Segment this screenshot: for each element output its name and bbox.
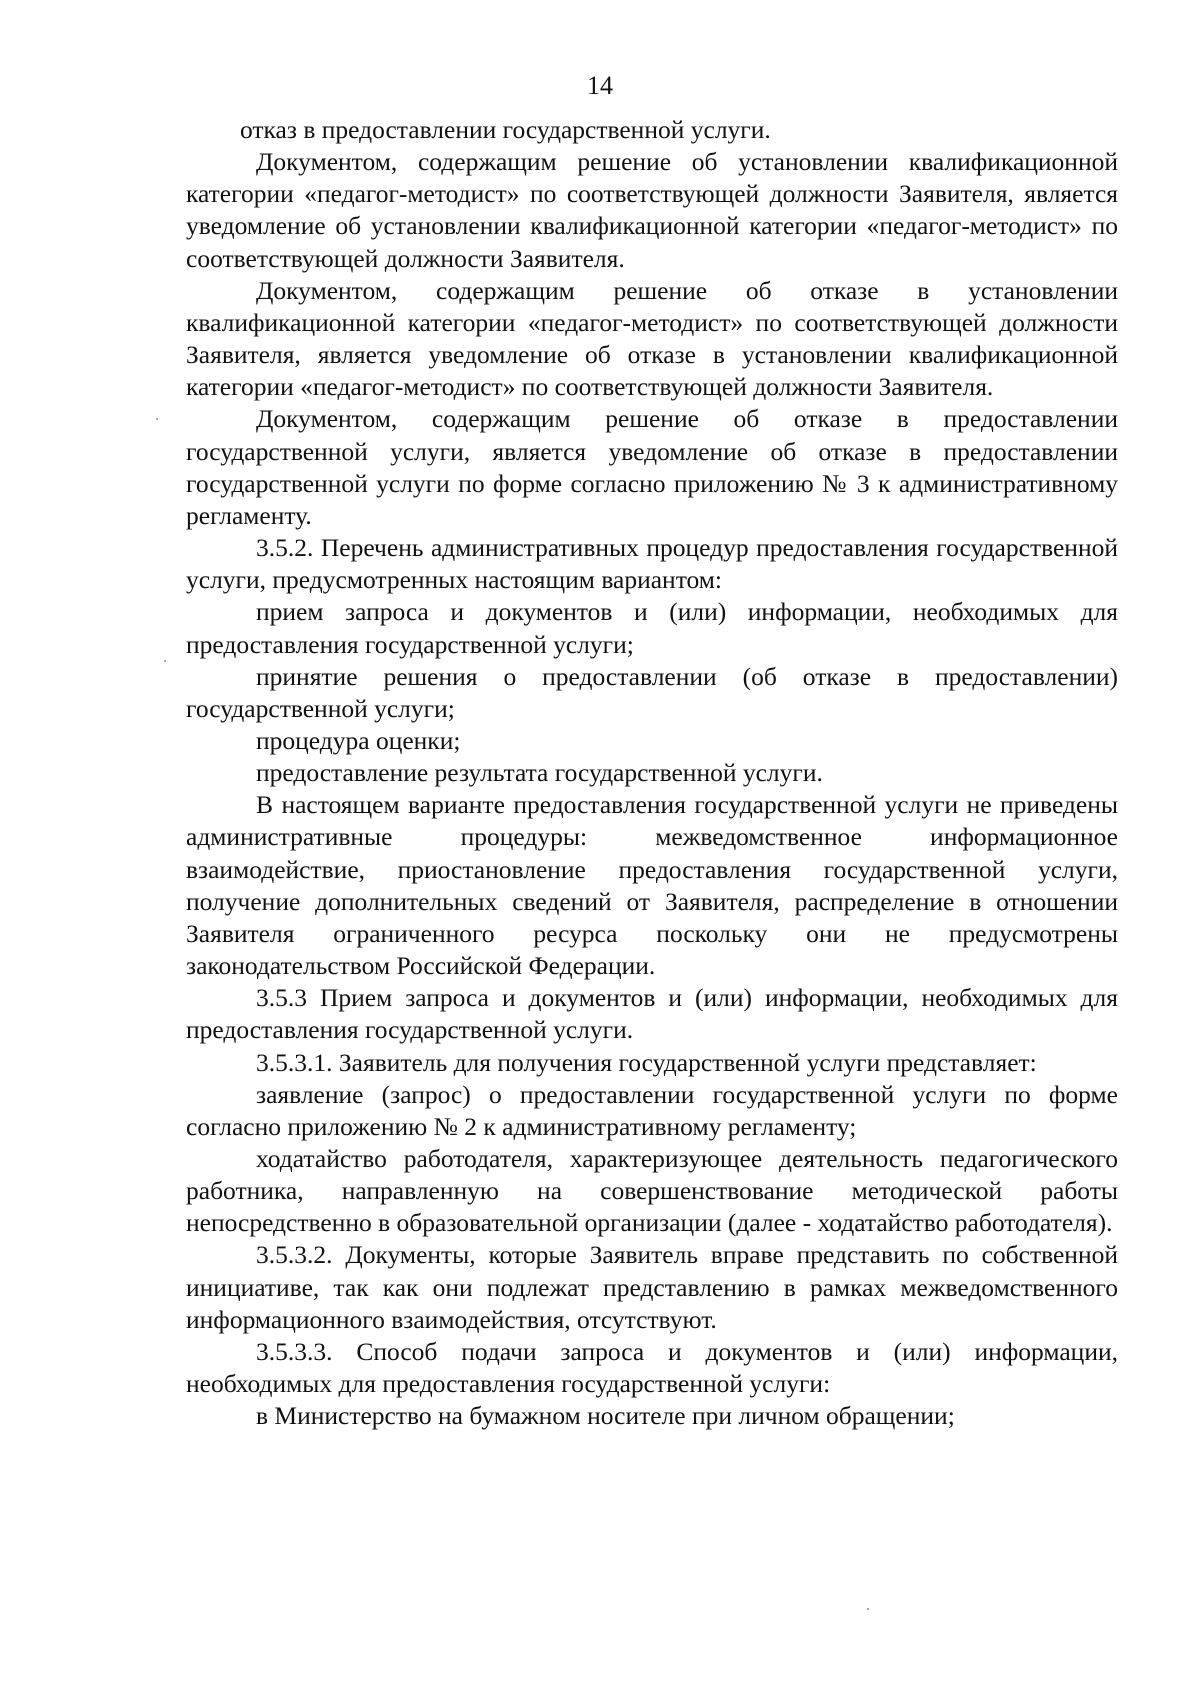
section-3-5-3-1: 3.5.3.1. Заявитель для получения государственной услуги представляет: bbox=[256, 1047, 1037, 1077]
required-document-item: заявление (запрос) о предоставлении государственной услуги по форме согласно приложению № 2 к административному регламенту; bbox=[186, 1079, 1118, 1141]
scan-artifact bbox=[867, 1608, 869, 1610]
procedure-list-item: принятие решения о предоставлении (об отказе в предоставлении) государственной услуги; bbox=[186, 661, 1118, 723]
section-3-5-3-3: 3.5.3.3. Способ подачи запроса и документов и (или) информации, необходимых для предоставления государственной услуги: bbox=[186, 1336, 1118, 1399]
procedure-list-item: прием запроса и документов и (или) информации, необходимых для предоставления государственной услуги; bbox=[186, 597, 1118, 659]
scan-artifact bbox=[164, 660, 166, 662]
section-3-5-2-heading: 3.5.2. Перечень административных процедур предоставления государственной услуги, предусмотренных настоящим вариантом: bbox=[186, 533, 1118, 595]
document-body bbox=[186, 114, 1118, 1432]
required-document-item: ходатайство работодателя, характеризующее деятельность педагогического работника, направленную на совершенствование методической работы непосредственно в образовательной организации (далее - ходатайство работодателя). bbox=[186, 1144, 1118, 1238]
paragraph-continuation: отказ в предоставлении государственной услуги. bbox=[240, 115, 771, 144]
submission-method-item: в Министерство на бумажном носителе при личном обращении; bbox=[256, 1401, 955, 1431]
paragraph-refusal-service-document: Документом, содержащим решение об отказе в предоставлении государственной услуги, является уведомление об отказе в предоставлении государственной услуги по форме согласно приложению № 3 к административному регламенту. bbox=[186, 404, 1118, 530]
section-3-5-3-heading: 3.5.3 Прием запроса и документов и (или) информации, необходимых для предоставления государственной услуги. bbox=[186, 983, 1118, 1045]
page-number: 14 bbox=[587, 71, 613, 100]
procedure-list-item: предоставление результата государственной услуги. bbox=[256, 758, 823, 788]
paragraph-refusal-category-document: Документом, содержащим решение об отказе в установлении квалификационной категории «педагог-методист» по соответствующей должности Заявителя, является уведомление об отказе в установлении квалификационной категории «педагог-методист» по соответствующей должности Заявителя. bbox=[186, 275, 1118, 402]
section-3-5-3-2: 3.5.3.2. Документы, которые Заявитель вправе представить по собственной инициативе, так как они подлежат представлению в рамках межведомственного информационного взаимодействия, отсутствуют. bbox=[186, 1240, 1118, 1334]
paragraph-approval-document: Документом, содержащим решение об установлении квалификационной категории «педагог-методист» по соответствующей должности Заявителя, является уведомление об установлении квалификационной категории «педагог-методист» по соответствующей должности Заявителя. bbox=[186, 147, 1118, 273]
procedure-list-item: процедура оценки; bbox=[256, 725, 461, 755]
scan-artifact bbox=[156, 418, 158, 420]
paragraph-excluded-procedures: В настоящем варианте предоставления государственной услуги не приведены административные процедуры: межведомственное информационное взаимодействие, приостановление предоставления государственной услуги, получение дополнительных сведений от Заявителя, распределение в отношении Заявителя ограниченного ресурса поскольку они не предусмотрены законодательством Российской Федерации. bbox=[186, 790, 1118, 981]
